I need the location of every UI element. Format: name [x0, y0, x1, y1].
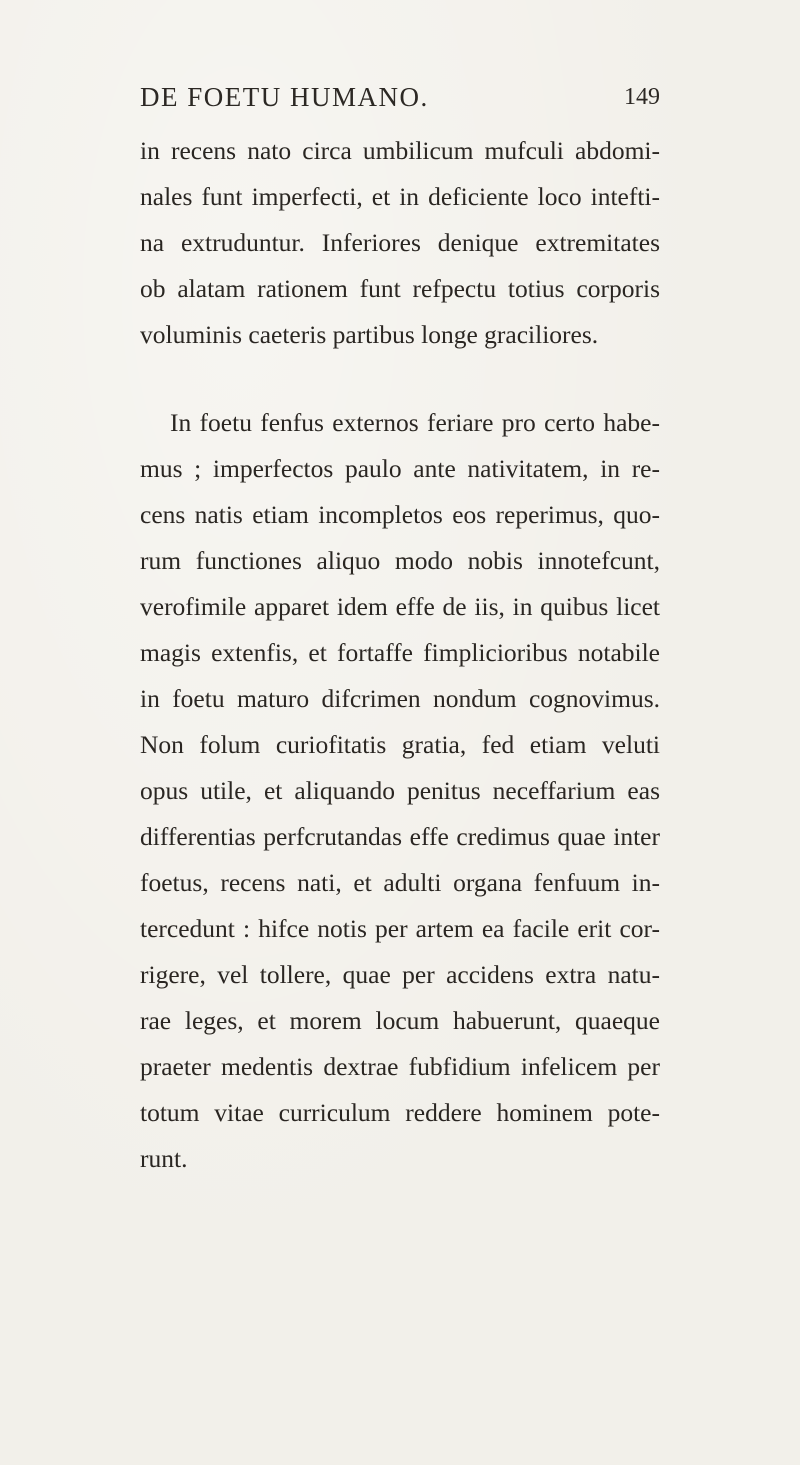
- text-line: magis extenfis, et fortaffe fimplicioribus notabile: [140, 638, 660, 667]
- text-line: differentias perfcrutandas effe credimus quae inter: [140, 822, 660, 851]
- body-text: [140, 128, 660, 1182]
- text-line: opus utile, et aliquando penitus neceffarium eas: [140, 776, 660, 805]
- text-line: cens natis etiam incompletos eos reperimus, quo-: [140, 500, 660, 529]
- text-line: na extruduntur. Inferiores denique extremitates: [140, 228, 660, 257]
- text-line: Non folum curiofitatis gratia, fed etiam veluti: [140, 730, 660, 759]
- text-line: nales funt imperfecti, et in deficiente loco intefti-: [140, 182, 660, 211]
- text-line: in recens nato circa umbilicum mufculi abdomi-: [140, 136, 660, 165]
- text-line: mus ; imperfectos paulo ante nativitatem, in re-: [140, 454, 660, 483]
- text-line: verofimile apparet idem effe de iis, in quibus licet: [140, 592, 660, 621]
- text-line: in foetu maturo difcrimen nondum cognovimus.: [140, 684, 660, 713]
- text-line: rae leges, et morem locum habuerunt, quaeque: [140, 1006, 660, 1035]
- text-line: praeter medentis dextrae fubfidium infelicem per: [140, 1052, 660, 1081]
- text-line: rum functiones aliquo modo nobis innotefcunt,: [140, 546, 660, 575]
- text-line: totum vitae curriculum reddere hominem pote-: [140, 1098, 660, 1127]
- running-title: DE FOETU HUMANO.: [140, 82, 429, 112]
- page-number: 149: [624, 84, 660, 110]
- text-line: tercedunt : hifce notis per artem ea facile erit cor-: [140, 914, 660, 943]
- paragraph-break: [140, 358, 660, 400]
- text-line: runt.: [140, 1144, 188, 1173]
- text-line: voluminis caeteris partibus longe graciliores.: [140, 320, 599, 349]
- text-line: ob alatam rationem funt refpectu totius corporis: [140, 274, 660, 303]
- text-line: rigere, vel tollere, quae per accidens extra natu-: [140, 960, 660, 989]
- running-head: [140, 82, 660, 122]
- text-line: foetus, recens nati, et adulti organa fenfuum in-: [140, 868, 660, 897]
- text-line: In foetu fenfus externos feriare pro certo habe-: [170, 408, 660, 437]
